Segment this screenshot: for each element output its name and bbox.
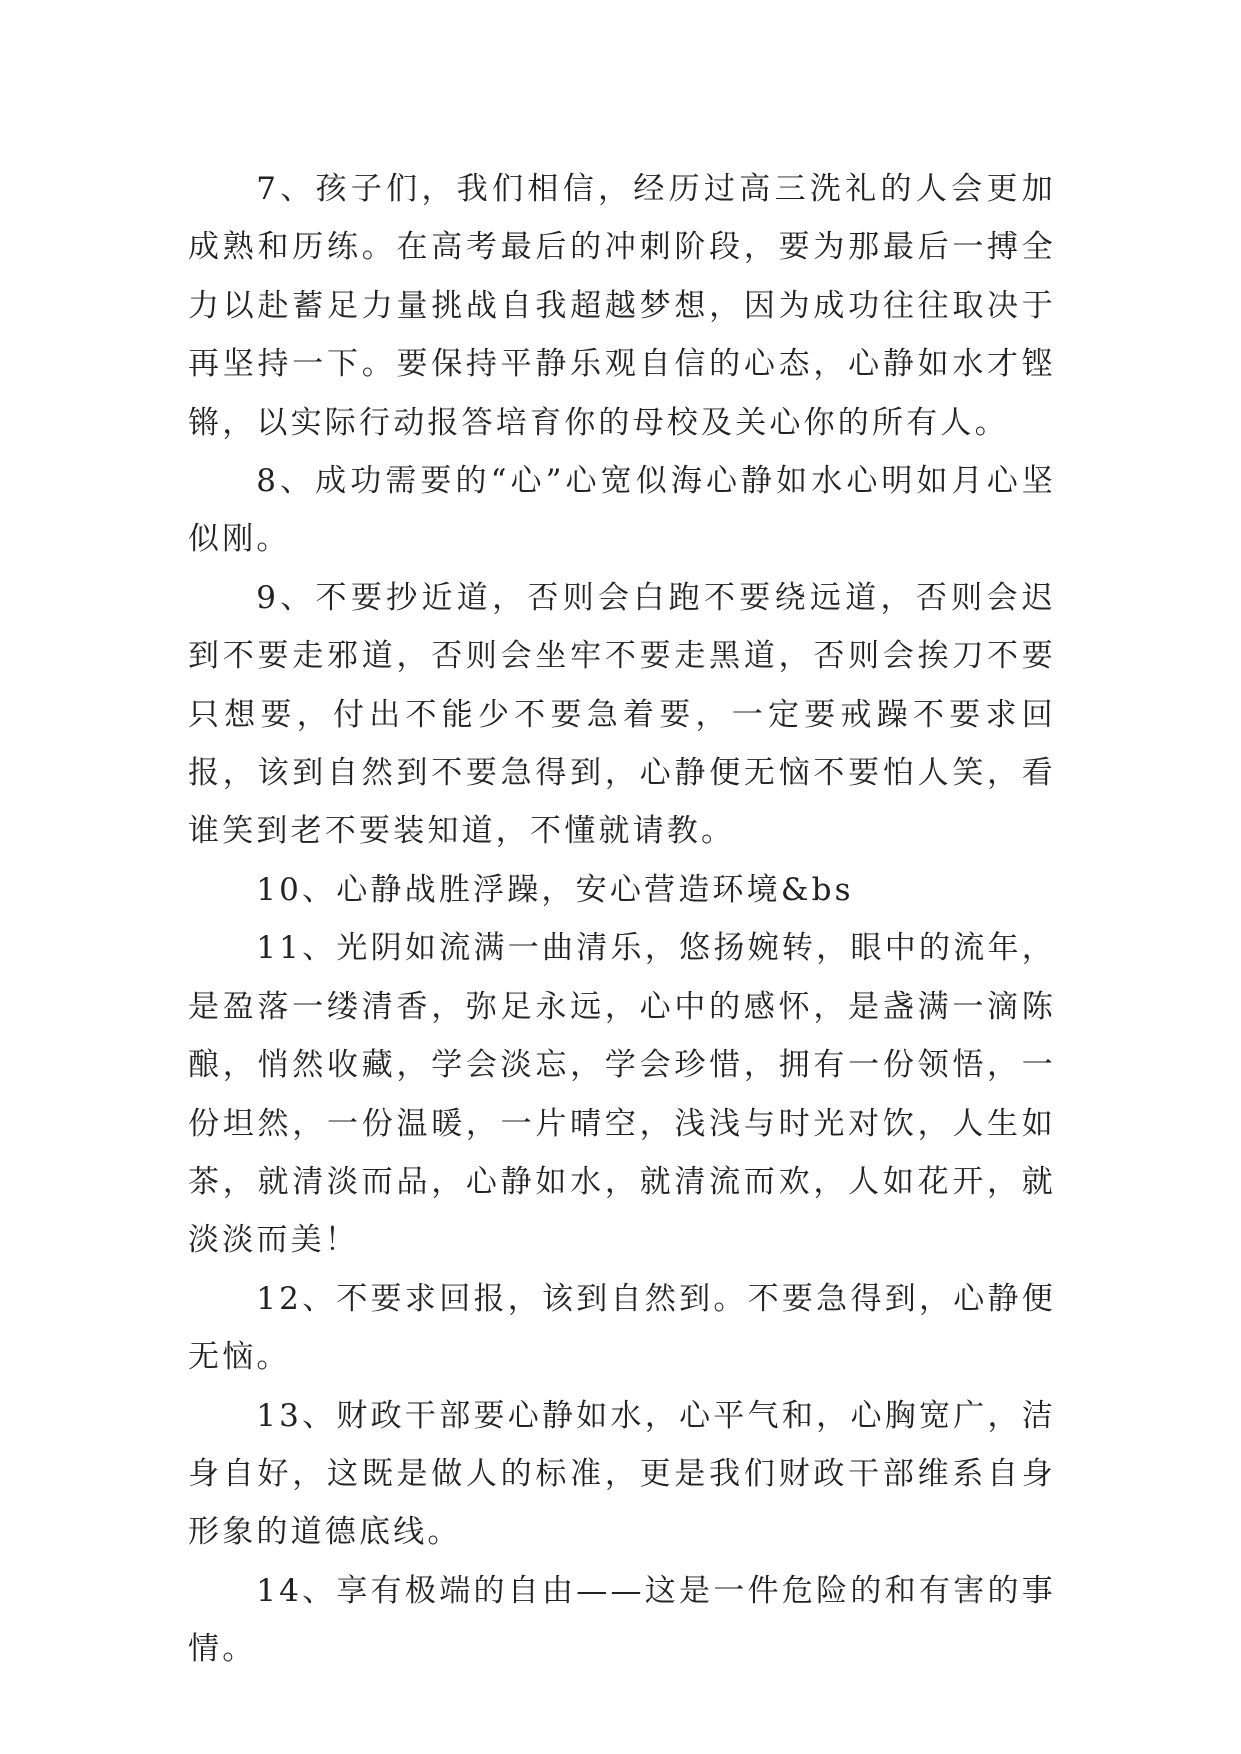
paragraph-9: 9、不要抄近道，否则会白跑不要绕远道，否则会迟到不要走邪道，否则会坐牢不要走黑道，否则会挨刀不要只想要，付出不能少不要急着要，一定要戒躁不要求回报，该到自然到不要急得到，心静便无恼不要怕人笑，看谁笑到老不要装知道，不懂就请教。 (188, 579, 1056, 850)
paragraph-10: 10、心静战胜浮躁，安心营造环境&bs (256, 871, 854, 908)
paragraph-13: 13、财政干部要心静如水，心平气和，心胸宽广，洁身自好，这既是做人的标准，更是我们财政干部维系自身形象的道德底线。 (188, 1397, 1056, 1551)
paragraph-11: 11、光阴如流满一曲清乐，悠扬婉转，眼中的流年，是盈落一缕清香，弥足永远，心中的感怀，是盏满一滴陈酿，悄然收藏，学会淡忘，学会珍惜，拥有一份领悟，一份坦然，一份温暖，一片晴空，浅浅与时光对饮，人生如茶，就清淡而品，心静如水，就清流而欢，人如花开，就淡淡而美！ (188, 930, 1056, 1259)
paragraph-12: 12、不要求回报，该到自然到。不要急得到，心静便无恼。 (188, 1280, 1056, 1376)
paragraph-8: 8、成功需要的“心”心宽似海心静如水心明如月心坚似刚。 (188, 463, 1056, 558)
paragraph-14: 14、享有极端的自由——这是一件危险的和有害的事情。 (188, 1572, 1056, 1668)
paragraph-7: 7、孩子们，我们相信，经历过高三洗礼的人会更加成熟和历练。在高考最后的冲刺阶段，要为那最后一搏全力以赴蓄足力量挑战自我超越梦想，因为成功往往取决于再坚持一下。要保持平静乐观自信的心态，心静如水才铿锵，以实际行动报答培育你的母校及关心你的所有人。 (188, 171, 1056, 441)
document-page (188, 160, 1056, 1679)
